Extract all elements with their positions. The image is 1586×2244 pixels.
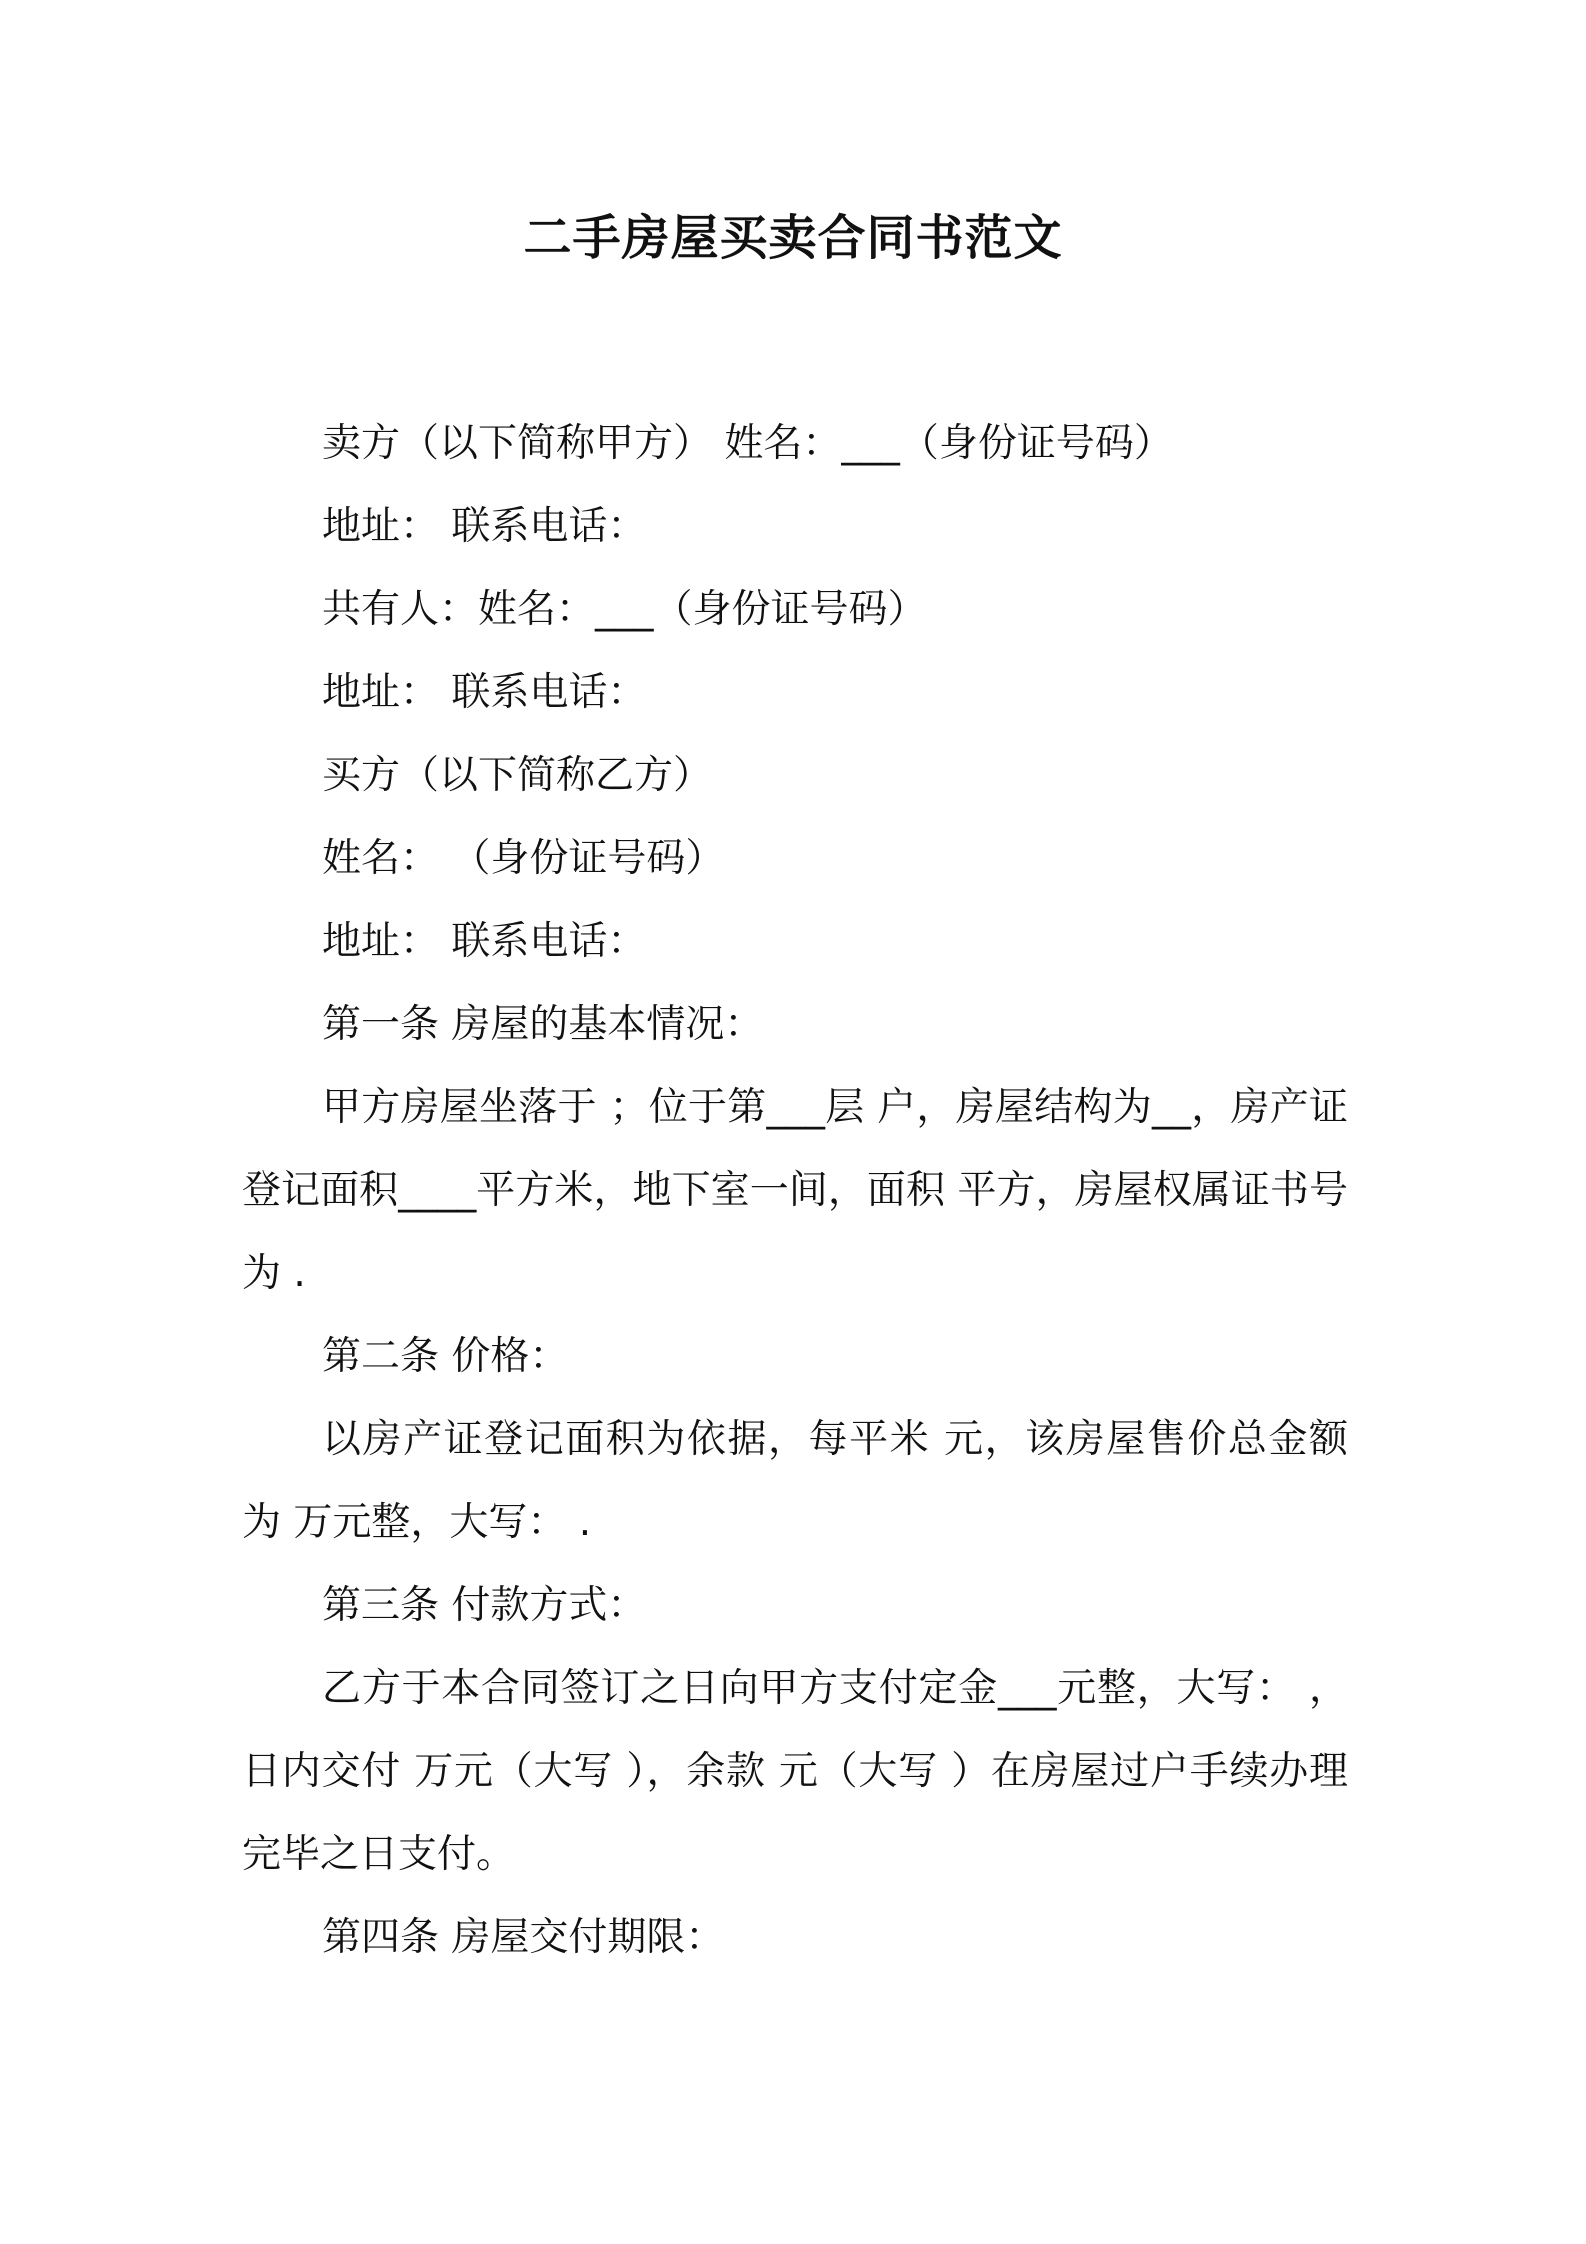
article-4-heading: 第四条 房屋交付期限： <box>322 1915 725 1960</box>
document-title: 二手房屋买卖合同书范文 <box>523 210 1063 266</box>
buyer-address-line: 地址： 联系电话： <box>322 919 647 964</box>
article-2-text: 以房产证登记面积为依据，每平米 元，该房屋售价总金额为 万元整，大写： . <box>242 1417 1348 1545</box>
buyer-name-line: 姓名： （身份证号码） <box>322 836 725 881</box>
seller-address-line: 地址： 联系电话： <box>322 504 647 549</box>
article-3-heading: 第三条 付款方式： <box>322 1583 647 1628</box>
buyer-line: 买方（以下简称乙方） <box>322 753 713 798</box>
document-body <box>242 402 1348 1979</box>
article-1-heading: 第一条 房屋的基本情况： <box>322 1002 764 1047</box>
article-2-heading: 第二条 价格： <box>322 1334 569 1379</box>
article-3-text: 乙方于本合同签订之日向甲方支付定金___元整，大写： ，日内交付 万元（大写 ），余款 元（大写 ）在房屋过户手续办理完毕之日支付。 <box>242 1666 1348 1877</box>
co-owner-line: 共有人：姓名：___（身份证号码） <box>322 587 927 632</box>
co-owner-address-line: 地址： 联系电话： <box>322 670 647 715</box>
article-1-text: 甲方房屋坐落于 ；位于第___层 户，房屋结构为__，房产证登记面积____平方米，地下室一间，面积 平方，房屋权属证书号为 . <box>242 1085 1348 1296</box>
seller-line: 卖方（以下简称甲方） 姓名：___（身份证号码） <box>322 421 1173 466</box>
